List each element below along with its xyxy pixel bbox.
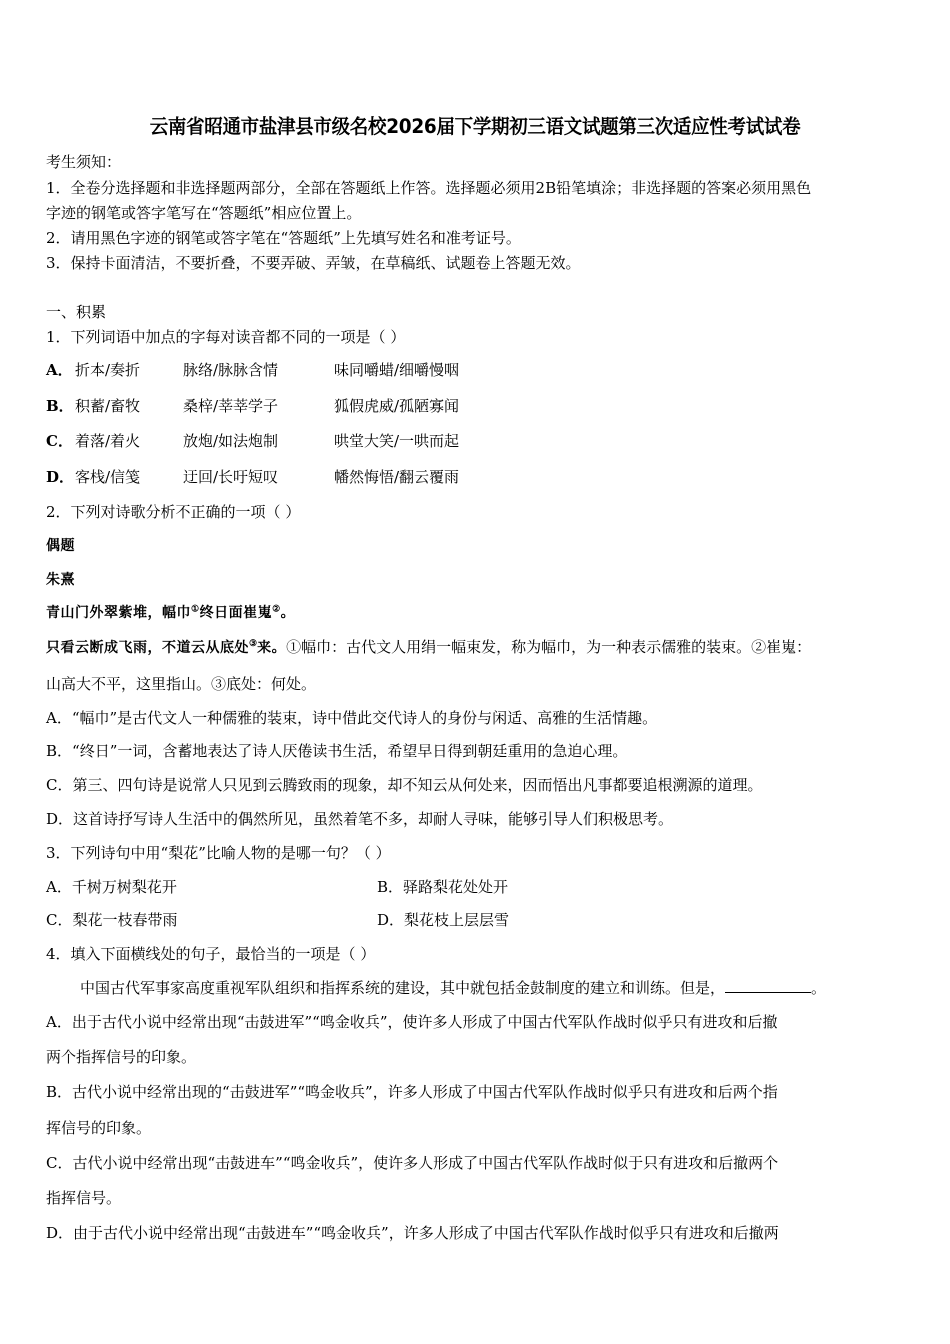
q1-stem: 1．下列词语中加点的字每对读音都不同的一项是（ ） [46,328,406,346]
q1-option-d-label: D． [46,468,75,486]
q3-stem: 3．下列诗句中用“梨花”比喻人物的是哪一句？（ ） [46,844,391,862]
answer-blank [725,978,811,993]
q1-option-c-word-3: 哄堂大笑/一哄而起 [334,432,460,450]
q3-option-a: A．千树万树梨花开 [46,878,177,896]
notice-item-3: 3．保持卡面清洁，不要折叠，不要弄破、弄皱，在草稿纸、试题卷上答题无效。 [46,254,581,272]
q1-option-c-word-2: 放炮/如法炮制 [183,432,279,450]
poem-title: 偶题 [46,538,75,554]
q4-option-d-line-1: D．由于古代小说中经常出现“击鼓进车”“鸣金收兵”，许多人形成了中国古代军队作战时似乎只有进攻和后撤两 [46,1224,779,1242]
q1-option-a-word-2: 脉络/脉脉含情 [183,361,279,379]
q2-stem: 2．下列对诗歌分析不正确的一项（ ） [46,503,301,521]
q4-option-c-line-1: C．古代小说中经常出现“击鼓进车”“鸣金收兵”，使许多人形成了中国古代军队作战时似于只有进攻和后撤两个 [46,1154,779,1172]
q1-option-a-word-1: 折本/奏折 [75,361,141,379]
notice-item-1-line-1: 1．全卷分选择题和非选择题两部分，全部在答题纸上作答。选择题必须用2B铅笔填涂；非选择题的答案必须用黑色 [46,179,812,197]
q3-option-c: C．梨花一枝春带雨 [46,911,178,929]
q2-option-d: D．这首诗抒写诗人生活中的偶然所见，虽然着笔不多，却耐人寻味，能够引导人们积极思考。 [46,810,674,828]
q1-option-b-word-1: 积蓄/畜牧 [75,397,141,415]
q1-option-b-label: B． [46,397,74,415]
q1-option-b-word-2: 桑梓/莘莘学子 [183,397,279,415]
q3-option-b: B．驿路梨花处处开 [377,878,509,896]
q4-option-b-line-2: 挥信号的印象。 [46,1119,152,1137]
notice-item-1-line-2: 字迹的钢笔或答字笔写在“答题纸”相应位置上。 [46,204,362,222]
q2-option-b: B．“终日”一词，含蓄地表达了诗人厌倦读书生活，希望早日得到朝廷重用的急迫心理。 [46,742,628,760]
q1-option-d-word-2: 迂回/长吁短叹 [183,468,279,486]
poem-line-2-with-notes: 只看云断成飞雨，不道云从底处③来。①幅巾：古代文人用绢一幅束发，称为幅巾，为一种表示儒雅的装束。②崔嵬： [46,638,812,656]
poem-notes-continued: 山高大不平，这里指山。③底处：何处。 [46,675,317,693]
q1-option-a-label: A． [46,361,73,379]
q1-option-b-word-3: 狐假虎威/孤陋寡闻 [334,397,460,415]
notice-heading: 考生须知： [46,153,122,171]
exam-title: 云南省昭通市盐津县市级名校2026届下学期初三语文试题第三次适应性考试试卷 [149,115,801,138]
section-heading: 一、积累 [46,303,107,321]
q4-option-a-line-2: 两个指挥信号的印象。 [46,1048,197,1066]
q4-option-b-line-1: B．古代小说中经常出现的“击鼓进军”“鸣金收兵”，许多人形成了中国古代军队作战时似乎只有进攻和后两个指 [46,1083,778,1101]
q1-option-a-word-3: 味同嚼蜡/细嚼慢咽 [334,361,460,379]
poem-line-1: 青山门外翠紫堆，幅巾①终日面崔嵬②。 [46,604,296,621]
q4-passage: 中国古代军事家高度重视军队组织和指挥系统的建设，其中就包括金鼓制度的建立和训练。但是， 。 [80,979,827,997]
q2-option-a: A．“幅巾”是古代文人一种儒雅的装束，诗中借此交代诗人的身份与闲适、高雅的生活情趣。 [46,709,658,727]
q1-option-c-label: C． [46,432,73,450]
notice-item-2: 2．请用黑色字迹的钢笔或答字笔在“答题纸”上先填写姓名和准考证号。 [46,229,521,247]
q2-option-c: C．第三、四句诗是说常人只见到云腾致雨的现象，却不知云从何处来，因而悟出凡事都要追根溯源的道理。 [46,776,763,794]
q4-stem: 4．填入下面横线处的句子，最恰当的一项是（ ） [46,945,376,963]
poem-author: 朱熹 [46,572,75,588]
q4-option-a-line-1: A．出于古代小说中经常出现“击鼓进军”“鸣金收兵”，使许多人形成了中国古代军队作战时似乎只有进攻和后撤 [46,1013,778,1031]
q1-option-c-word-1: 着落/着火 [75,432,141,450]
q3-option-d: D．梨花枝上层层雪 [377,911,510,929]
q4-option-c-line-2: 指挥信号。 [46,1189,122,1207]
q1-option-d-word-3: 幡然悔悟/翻云覆雨 [334,468,460,486]
q1-option-d-word-1: 客栈/信笺 [75,468,141,486]
